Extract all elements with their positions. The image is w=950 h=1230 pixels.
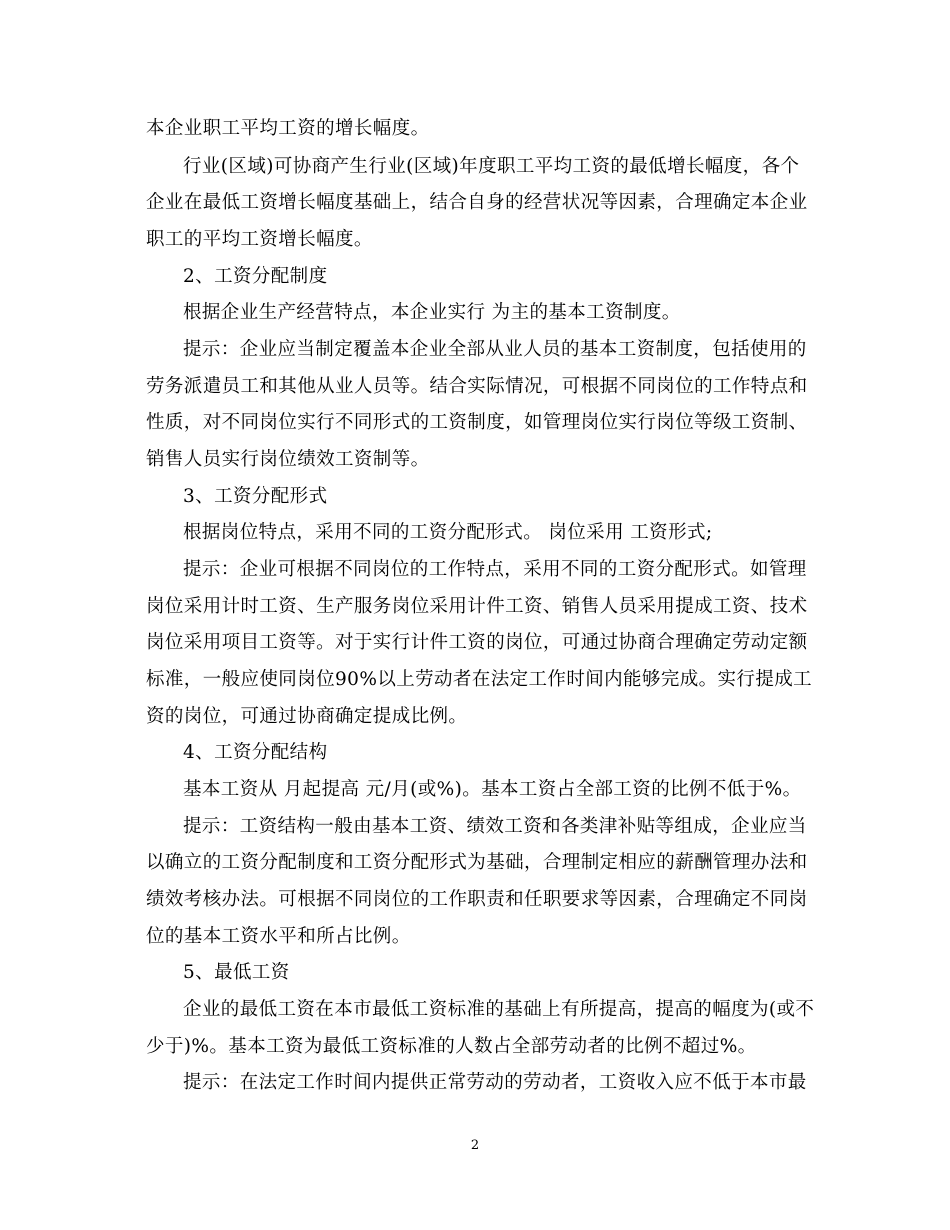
hint-paragraph: 提示：工资结构一般由基本工资、绩效工资和各类津补贴等组成，企业应当 xyxy=(183,816,807,837)
text-line: 标准，一般应使同岗位90%以上劳动者在法定工作时间内能够完成。实行提成工 xyxy=(146,669,813,690)
paragraph-start: 根据岗位特点，采用不同的工资分配形式。 岗位采用 工资形式; xyxy=(183,522,713,543)
text-line: 位的基本工资水平和所占比例。 xyxy=(146,926,411,947)
paragraph-start: 企业的最低工资在本市最低工资标准的基础上有所提高，提高的幅度为(或不 xyxy=(183,999,815,1020)
section-heading-5: 5、最低工资 xyxy=(183,962,290,983)
page-number: 2 xyxy=(470,1138,480,1153)
text-line: 以确立的工资分配制度和工资分配形式为基础，合理制定相应的薪酬管理办法和 xyxy=(146,852,808,873)
section-heading-2: 2、工资分配制度 xyxy=(183,266,328,287)
hint-paragraph: 提示：在法定工作时间内提供正常劳动的劳动者，工资收入应不低于本市最 xyxy=(183,1072,807,1093)
section-heading-4: 4、工资分配结构 xyxy=(183,742,328,763)
section-heading-3: 3、工资分配形式 xyxy=(183,486,328,507)
hint-paragraph: 提示：企业可根据不同岗位的工作特点，采用不同的工资分配形式。如管理 xyxy=(183,559,807,580)
text-line: 职工的平均工资增长幅度。 xyxy=(146,229,373,250)
paragraph-start: 行业(区域)可协商产生行业(区域)年度职工平均工资的最低增长幅度，各个 xyxy=(183,156,800,177)
text-line: 本企业职工平均工资的增长幅度。 xyxy=(146,118,430,139)
text-line: 岗位采用项目工资等。对于实行计件工资的岗位，可通过协商合理确定劳动定额 xyxy=(146,632,808,653)
text-line: 绩效考核办法。可根据不同岗位的工作职责和任职要求等因素，合理确定不同岗 xyxy=(146,889,808,910)
paragraph-start: 基本工资从 月起提高 元/月(或%)。基本工资占全部工资的比例不低于%。 xyxy=(183,779,802,800)
paragraph-start: 根据企业生产经营特点，本企业实行 为主的基本工资制度。 xyxy=(183,302,681,323)
text-line: 企业在最低工资增长幅度基础上，结合自身的经营状况等因素，合理确定本企业 xyxy=(146,192,808,213)
hint-paragraph: 提示：企业应当制定覆盖本企业全部从业人员的基本工资制度，包括使用的 xyxy=(183,339,807,360)
text-line: 少于)%。基本工资为最低工资标准的人数占全部劳动者的比例不超过%。 xyxy=(146,1036,757,1057)
text-line: 劳务派遣员工和其他从业人员等。结合实际情况，可根据不同岗位的工作特点和 xyxy=(146,376,808,397)
text-line: 岗位采用计时工资、生产服务岗位采用计件工资、销售人员采用提成工资、技术 xyxy=(146,596,808,617)
text-line: 资的岗位，可通过协商确定提成比例。 xyxy=(146,706,468,727)
text-line: 销售人员实行岗位绩效工资制等。 xyxy=(146,449,430,470)
text-line: 性质，对不同岗位实行不同形式的工资制度，如管理岗位实行岗位等级工资制、 xyxy=(146,412,808,433)
